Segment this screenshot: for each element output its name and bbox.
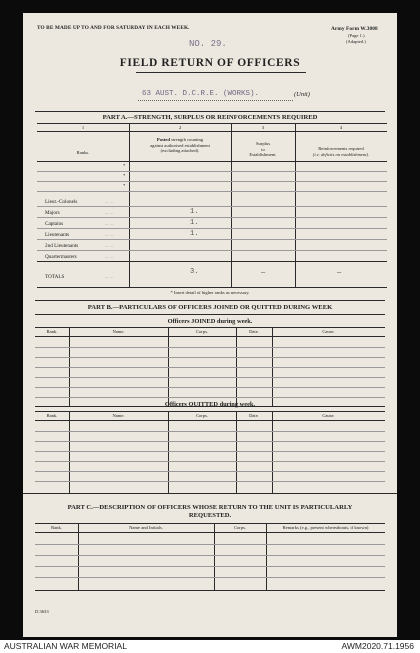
part-c-title [35,504,385,520]
totals-surplus: — [261,269,266,277]
part-c-col-rank: Rank. [51,525,62,530]
totals-posted: 3. [190,268,199,276]
surplus-header-line-3: Establishment. [249,152,277,158]
page-number: (Page 1.) [348,33,365,38]
leader-dots: ... ... [105,221,114,226]
asterisk-1: * [123,163,126,168]
archive-footer [0,640,420,653]
leader-dots: ... ... [105,254,114,259]
quitted-col-cause: Cause. [322,413,335,418]
posted-header-rest: strength counting [171,137,204,142]
joined-col-name: Name. [112,329,125,334]
form-page [23,13,397,637]
quitted-table-top [35,411,385,412]
quitted-table [35,411,385,493]
part-c-title-line-1: PART C.—DESCRIPTION OF OFFICERS WHOSE RETURN TO THE UNIT IS PARTICULARLY [67,504,353,511]
col-number-4: 4 [339,124,343,130]
quitted-header-rule [35,420,385,421]
posted-header-line-3: (excluding attached). [160,148,200,154]
rank-quartermasters: Quartermasters [45,254,77,260]
adapted-note: (Adapted.) [346,39,366,44]
joined-col-rank: Rank. [46,329,58,334]
part-c-title-line-2: REQUESTED. [188,512,232,519]
part-c-col-corps: Corps. [233,525,247,530]
leader-dots: ... ... [105,199,114,204]
part-c-table-top [35,523,385,524]
part-c-col-divider [214,523,215,591]
leader-dots: ... ... [105,232,114,237]
title-underline [136,72,306,73]
totals-top-rule [37,261,387,262]
quitted-col-name: Name. [112,413,125,418]
footer-accession: AWM2020.71.1956 [341,641,414,651]
posted-captains: 1. [190,219,199,227]
quitted-col-rank: Rank. [46,413,58,418]
posted-header-line-2: against authorised establishment [150,142,210,148]
part-b-top-rule [35,300,385,301]
leader-dots: ... ... [105,243,114,248]
part-c-col-divider [78,523,79,591]
surplus-header [231,141,295,158]
unit-dotted-line [138,99,293,101]
part-a-title: PART A.—STRENGTH, SURPLUS OR REINFORCEMENTS REQUIRED [102,114,318,121]
reinforcements-header-line-1: Reinforcements required [318,146,364,151]
reinforcements-header-line-2: (i.e. deficits on establishment). [312,151,370,157]
part-c-col-divider [266,523,267,591]
form-code: D.3633 [35,609,49,614]
posted-lieutenants: 1. [190,230,199,238]
joined-table [35,327,385,407]
asterisk-2: * [123,173,126,178]
rank-captains: Captains [45,221,64,227]
part-a-table [37,123,387,288]
rank-lieut-colonels: Lieut.-Colonels [45,199,78,205]
joined-table-top [35,327,385,328]
quitted-title: Officers QUITTED during week. [164,401,256,408]
part-a-table-bottom [37,287,387,288]
footer-institution: AUSTRALIAN WAR MEMORIAL [4,641,127,651]
quitted-col-date: Date. [249,413,259,418]
ranks-header: Ranks. [76,150,90,155]
rank-majors: Majors [45,210,60,216]
return-number: NO. 29. [189,39,227,49]
joined-col-date: Date. [249,329,259,334]
joined-col-cause: Cause. [322,329,335,334]
header-bottom-rule [37,161,387,162]
rank-lieutenants: Lieutenants [45,232,70,238]
posted-header [129,137,231,154]
totals-reinforcements: — [337,269,342,277]
part-a-footnote: * Insert detail of higher ranks as necessary. [170,290,250,295]
totals-label: TOTALS [45,274,65,280]
part-c-table-bottom [35,590,385,591]
form-title: FIELD RETURN OF OFFICERS [119,57,301,69]
form-number: Army Form W.3008 [331,26,378,32]
unit-name: 63 AUST. D.C.R.E. (WORKS). [142,90,260,98]
joined-header-rule [35,336,385,337]
part-c-col-remarks: Remarks (e.g., present whereabouts, if known) [282,525,369,530]
instruction-text: TO BE MADE UP TO AND FOR SATURDAY IN EACH WEEK. [37,25,190,31]
part-c-top-rule [23,493,397,494]
asterisk-3: * [123,183,126,188]
col-number-1: 1 [81,124,85,130]
joined-col-corps: Corps. [195,329,209,334]
joined-title: Officers JOINED during week. [167,318,253,325]
quitted-col-corps: Corps. [195,413,209,418]
part-c-header-rule [35,532,385,533]
part-c-table [35,523,385,591]
leader-dots: ... ... [105,210,114,215]
part-b-title-rule [35,314,385,315]
posted-majors: 1. [190,208,199,216]
part-a-top-rule [35,111,385,112]
posted-header-bold: Posted [156,137,170,142]
unit-label: (Unit) [294,91,310,98]
surplus-header-line-2: to [261,146,265,152]
rank-2nd-lieutenants: 2nd Lieutenants [45,243,79,249]
reinforcements-header [295,146,387,157]
part-c-col-name: Name and Initials. [129,525,163,530]
surplus-header-line-1: Surplus [255,141,271,146]
part-a-number-row-rule [37,131,387,132]
col-number-2: 2 [178,124,182,130]
col-number-3: 3 [261,124,265,130]
part-b-title: PART B.—PARTICULARS OF OFFICERS JOINED OR QUITTED DURING WEEK [87,304,333,311]
leader-dots: ... ... [105,274,114,279]
